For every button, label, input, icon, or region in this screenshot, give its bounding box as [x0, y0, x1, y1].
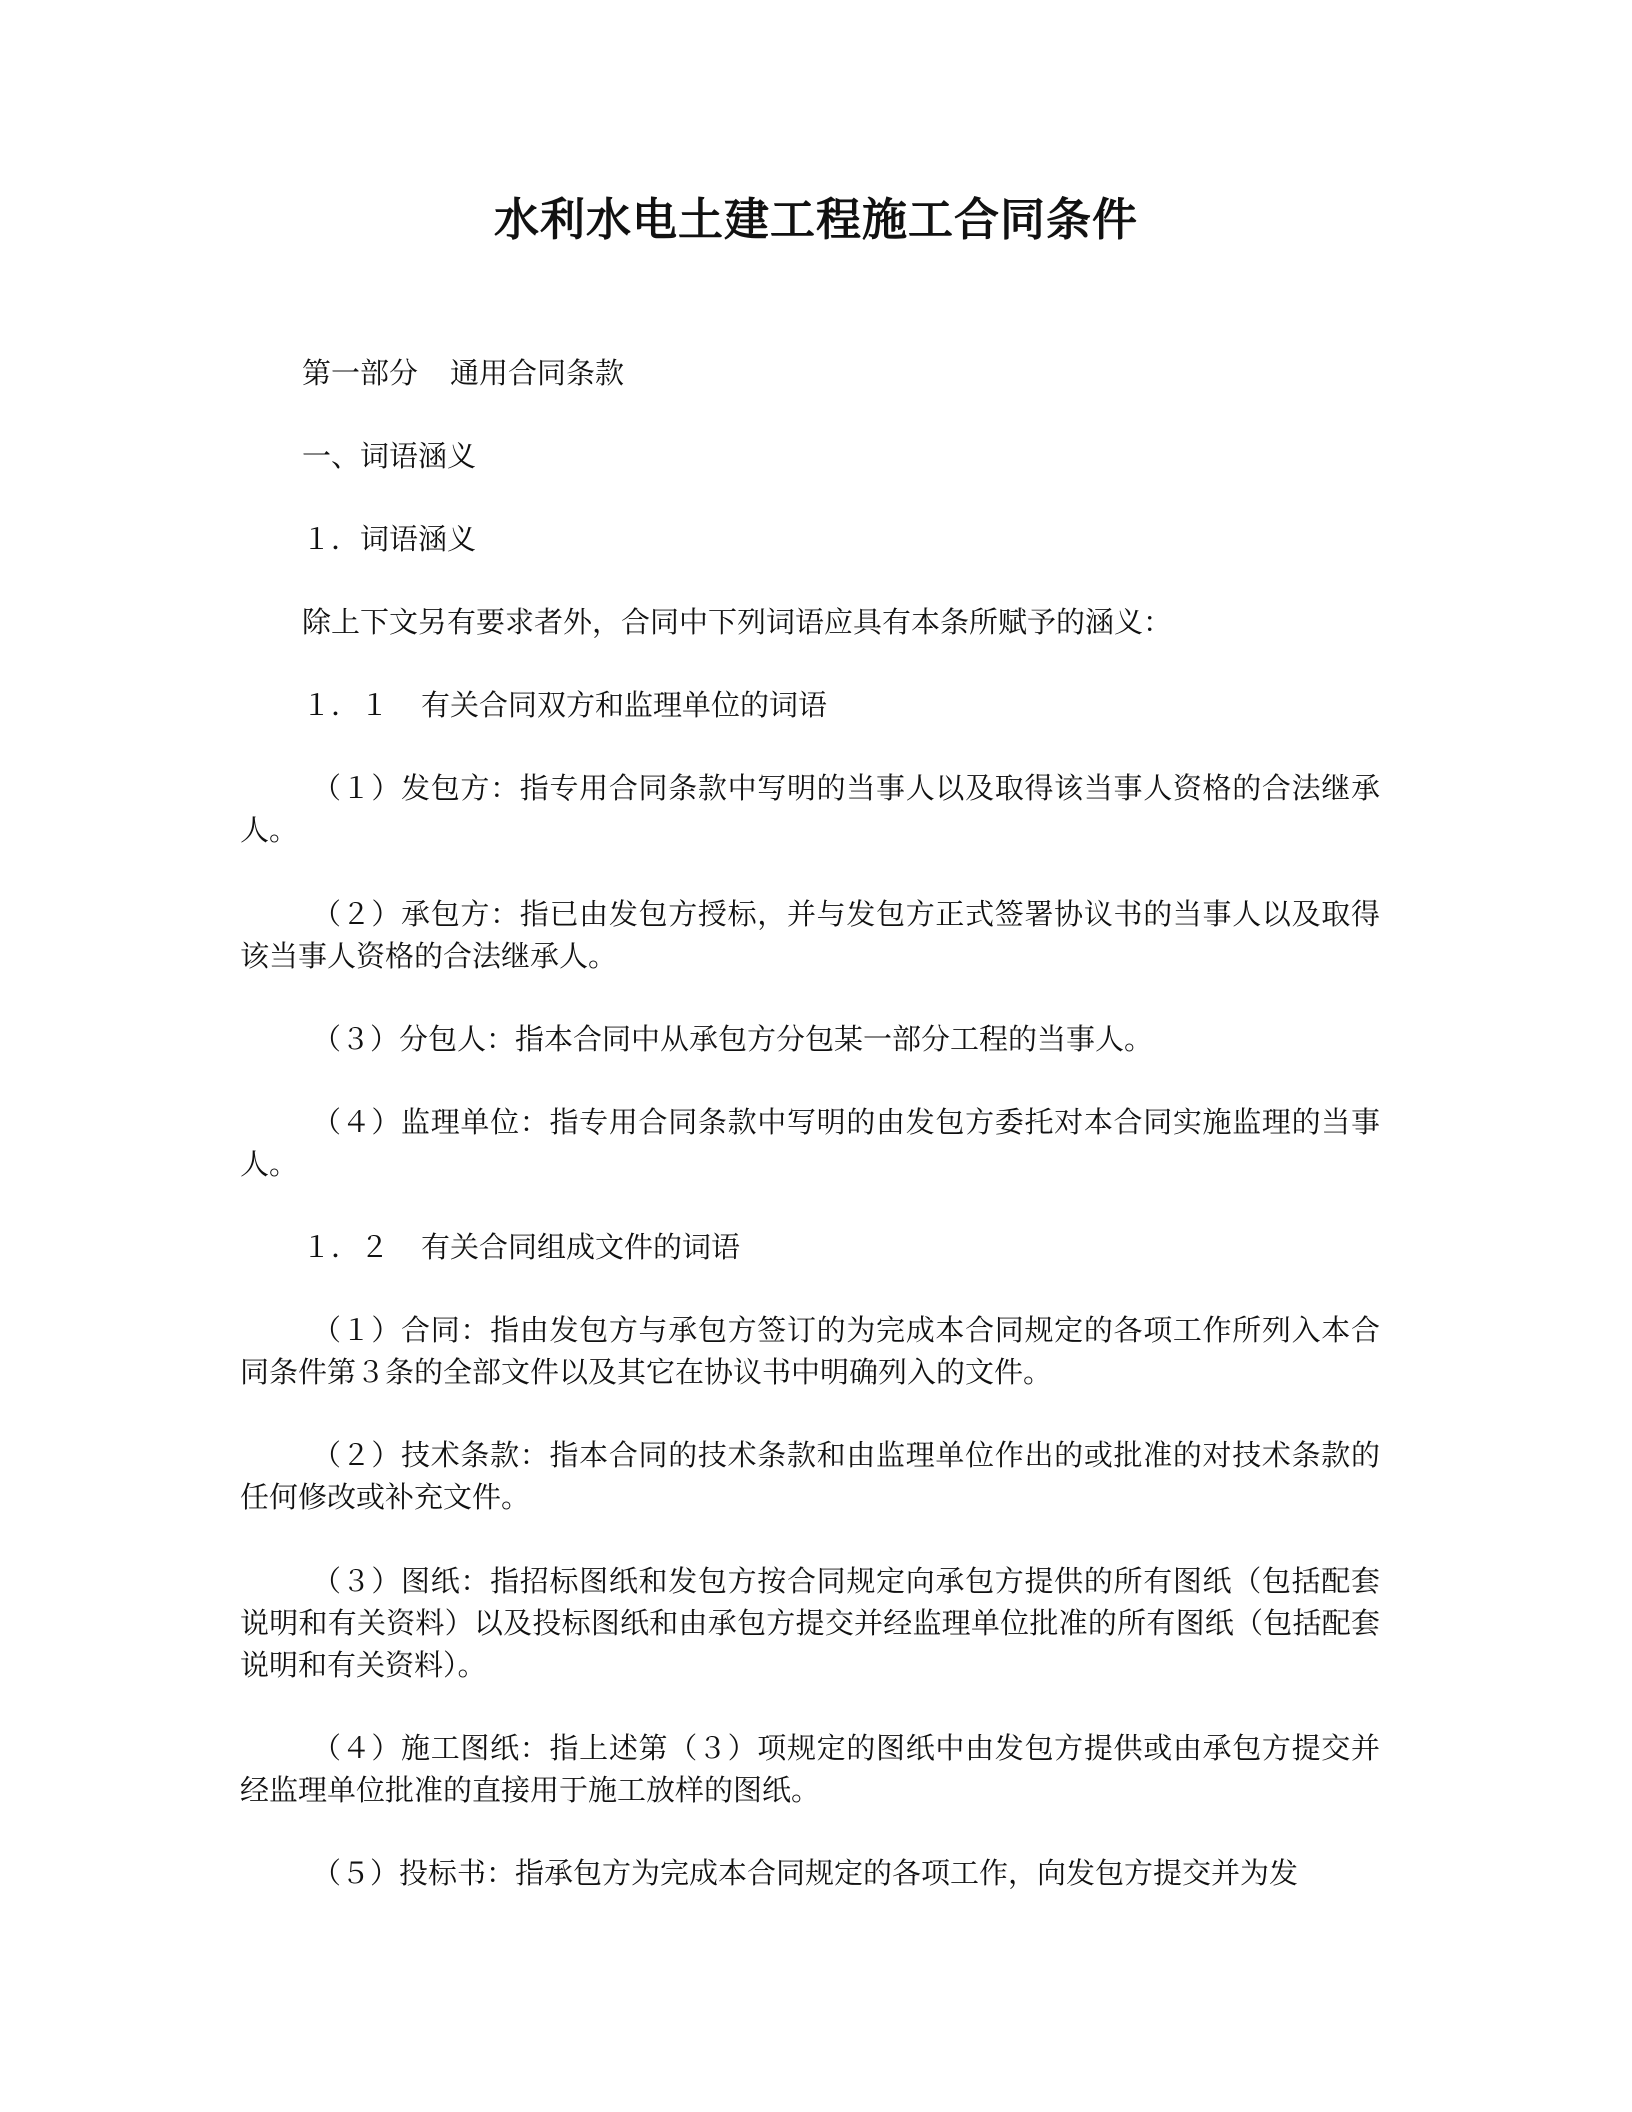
- clause-1-1-heading: [302, 684, 1442, 726]
- part-heading: [302, 352, 1442, 394]
- part-title: 通用合同条款: [450, 356, 625, 390]
- list-item: （２）技术条款：指本合同的技术条款和由监理单位作出的或批准的对技术条款的任何修改或补充文件。: [240, 1438, 1380, 1514]
- list-item: （３）分包人：指本合同中从承包方分包某一部分工程的当事人。: [312, 1022, 1154, 1056]
- list-item: （２）承包方：指已由发包方授标，并与发包方正式签署协议书的当事人以及取得该当事人资格的合法继承人。: [240, 897, 1380, 973]
- clause-1-2-heading: [302, 1226, 1442, 1268]
- clause-1-heading: １．词语涵义: [302, 522, 477, 556]
- clause-1-1-number: １．１: [302, 688, 390, 722]
- list-item: （５）投标书：指承包方为完成本合同规定的各项工作，向发包方提交并为发: [312, 1856, 1299, 1890]
- list-item: （４）监理单位：指专用合同条款中写明的由发包方委托对本合同实施监理的当事人。: [240, 1105, 1380, 1181]
- list-item: （３）图纸：指招标图纸和发包方按合同规定向承包方提供的所有图纸（包括配套说明和有关资料）以及投标图纸和由承包方提交并经监理单位批准的所有图纸（包括配套说明和有关资料）。: [240, 1564, 1380, 1682]
- document-title: 水利水电土建工程施工合同条件: [493, 193, 1138, 246]
- list-item: （１）合同：指由发包方与承包方签订的为完成本合同规定的各项工作所列入本合同条件第３条的全部文件以及其它在协议书中明确列入的文件。: [240, 1313, 1380, 1389]
- list-item: （１）发包方：指专用合同条款中写明的当事人以及取得该当事人资格的合法继承人。: [240, 771, 1380, 847]
- clause-1-2-title: 有关合同组成文件的词语: [421, 1230, 741, 1264]
- part-number: 第一部分: [302, 356, 419, 390]
- chapter-heading: 一、词语涵义: [302, 439, 477, 473]
- clause-1-2-number: １．２: [302, 1230, 390, 1264]
- clause-1-1-title: 有关合同双方和监理单位的词语: [421, 688, 828, 722]
- list-item: （４）施工图纸：指上述第（３）项规定的图纸中由发包方提供或由承包方提交并经监理单位批准的直接用于施工放样的图纸。: [240, 1731, 1380, 1807]
- intro-paragraph: 除上下文另有要求者外，合同中下列词语应具有本条所赋予的涵义：: [302, 605, 1173, 639]
